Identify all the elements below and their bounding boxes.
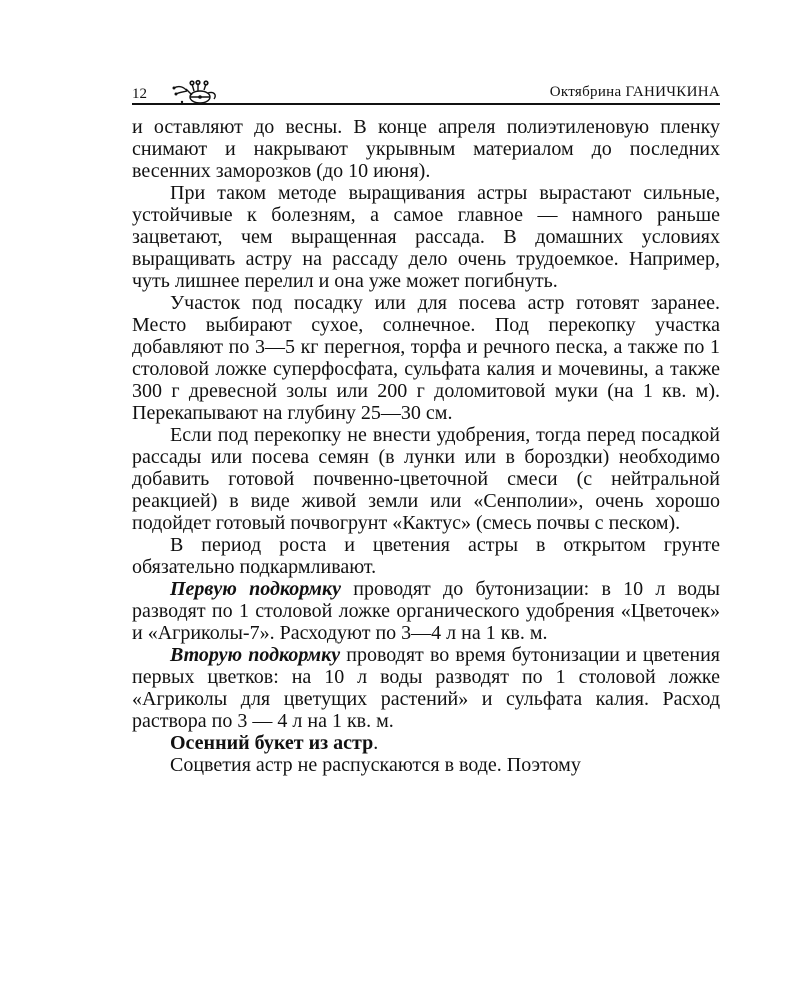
paragraph [132, 534, 720, 578]
paragraph-text: проводят до бутонизации: в 10 л воды разводят по 1 столовой ложке органического удобрения «Цветочек» и «Агриколы-7». Расходуют по 3—4 л на 1 кв. м. [132, 578, 720, 644]
paragraph [132, 292, 720, 424]
author-name: Октябрина ГАНИЧКИНА [549, 84, 720, 100]
paragraph-text: и оставляют до весны. В конце апреля полиэтиленовую пленку снимают и накрывают укрывным материалом до последних весенних заморозков (до 10 июня). [132, 116, 720, 182]
paragraph-second-feeding [132, 644, 720, 732]
paragraph-text: Соцветия астр не распускаются в воде. Поэтому [170, 754, 581, 776]
paragraph [132, 754, 720, 776]
paragraph-text: проводят во время бутонизации и цветения первых цветков: на 10 л воды разводят по 1 столовой ложке «Агриколы для цветущих растений» и сульфата калия. Расход раствора по 3 — 4 л на 1 кв. м. [132, 644, 720, 732]
paragraph [132, 182, 720, 292]
paragraph-text: Участок под посадку или для посева астр готовят заранее. Место выбирают сухое, солнечное. Под перекопку участка добавляют по 3—5 кг перегноя, торфа и речного песка, а также по 1 столовой ложке суперфосфата, сульфата калия и мочевины, а также 300 г древесной золы или 200 г доломитовой муки (на 1 кв. м). Перекапывают на глубину 25—30 см. [132, 292, 720, 424]
subheading-text: Осенний букет из астр [170, 732, 374, 754]
section-subheading [132, 732, 720, 754]
body-text [132, 116, 720, 776]
running-head [132, 78, 720, 106]
subheading-punctuation: . [373, 732, 379, 754]
paragraph [132, 424, 720, 534]
watering-can-flowers-icon [170, 78, 224, 106]
page-number: 12 [132, 86, 147, 102]
paragraph-text: В период роста и цветения астры в открытом грунте обязательно подкармливают. [132, 534, 720, 578]
paragraph-first-feeding [132, 578, 720, 644]
paragraph-text: Если под перекопку не внести удобрения, тогда перед посадкой рассады или посева семян (в лунки или в бороздки) необходимо добавить готовой почвенно-цветочной смеси (с нейтральной реакцией) в виде живой земли или «Сенполии», очень хорошо подойдет готовый почвогрунт «Кактус» (смесь почвы с песком). [132, 424, 720, 534]
header-rule [132, 103, 720, 105]
paragraph-continuation [132, 116, 720, 182]
run-in-heading: Вторую подкормку [170, 644, 341, 666]
run-in-heading: Первую подкормку [170, 578, 341, 600]
paragraph-text: При таком методе выращивания астры вырастают сильные, устойчивые к болезням, а самое главное — намного раньше зацветают, чем выращенная рассада. В домашних условиях выращивать астру на рассаду дело очень трудоемкое. Например, чуть лишнее перелил и она уже может погибнуть. [132, 182, 720, 292]
